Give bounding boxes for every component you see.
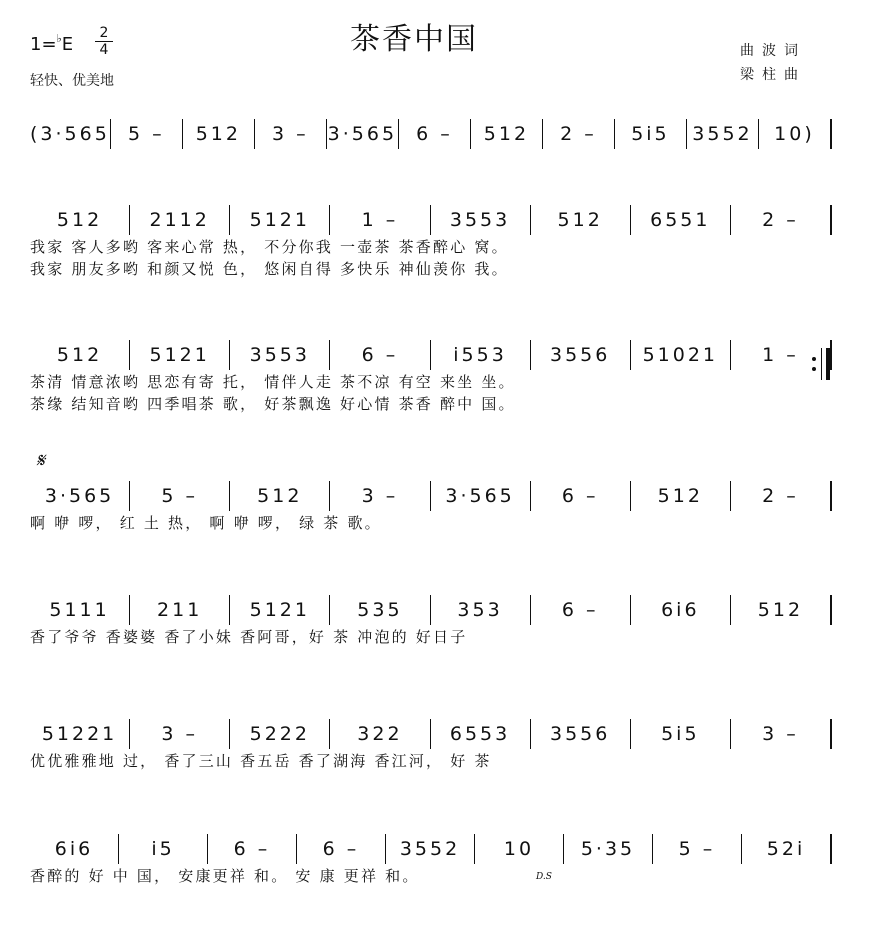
- staff-row-1: [30, 114, 830, 154]
- measure: 6 –: [530, 481, 630, 511]
- measure: 6i6: [54, 838, 94, 860]
- measure: 512: [630, 481, 730, 511]
- measure: 2 –: [730, 205, 830, 235]
- measure: 6i6: [630, 595, 730, 625]
- measure: 6 –: [296, 834, 385, 864]
- measure: 3·565: [430, 481, 530, 511]
- measure: 6 –: [207, 834, 296, 864]
- measure: 5 –: [129, 481, 229, 511]
- measure: 512: [56, 344, 103, 366]
- measure: 5 –: [652, 834, 741, 864]
- staff-row-5: [30, 590, 830, 630]
- measure: 51221: [41, 723, 118, 745]
- meter-bottom: 4: [99, 42, 109, 58]
- measure: 2 –: [542, 119, 614, 149]
- measure: 52i: [741, 834, 830, 864]
- staff-row-3: [30, 335, 830, 375]
- measure: 51021: [630, 340, 730, 370]
- lyricist-credit: 曲波词: [740, 43, 806, 59]
- lyric-line: 我家 朋友多哟 和颜又悦 色， 悠闲自得 多快乐 神仙羡你 我。: [30, 260, 509, 278]
- measure: 322: [329, 719, 429, 749]
- measure: 2 –: [730, 481, 830, 511]
- ds-marking: D.S: [536, 872, 552, 882]
- measure: 3 –: [730, 719, 830, 749]
- staff-row-6: [30, 714, 830, 754]
- measure: 512: [229, 481, 329, 511]
- measure: 512: [730, 595, 830, 625]
- lyric-line: 香了爷爷 香婆婆 香了小妹 香阿哥，好 茶 冲泡的 好日子: [30, 628, 468, 646]
- segno-sign: 𝄋: [36, 448, 45, 472]
- staff-row-7: [30, 829, 830, 869]
- lyric-line: 茶清 情意浓哟 思恋有寄 托， 情伴人走 茶不凉 有空 来坐 坐。: [30, 373, 516, 391]
- measure: 353: [430, 595, 530, 625]
- measure: 1 –: [730, 340, 830, 370]
- measure: 3552: [686, 119, 758, 149]
- measure: 3552: [385, 834, 474, 864]
- measure: 211: [129, 595, 229, 625]
- measure: 3556: [530, 719, 630, 749]
- time-signature: [95, 26, 113, 57]
- measure: 1 –: [329, 205, 429, 235]
- measure: 6551: [630, 205, 730, 235]
- measure: (3·565: [30, 123, 110, 145]
- measure: 5121: [229, 205, 329, 235]
- measure: 3 –: [254, 119, 326, 149]
- measure: 3 –: [129, 719, 229, 749]
- measure: i5: [118, 834, 207, 864]
- lyric-line: 啊 咿 啰， 红 土 热， 啊 咿 啰， 绿 茶 歌。: [30, 514, 382, 532]
- key-prefix: 1=: [30, 34, 57, 55]
- lyric-line: 优优雅雅地 过， 香了三山 香五岳 香了湖海 香江河， 好 茶: [30, 752, 492, 770]
- measure: 3553: [430, 205, 530, 235]
- lyric-line: 茶缘 结知音哟 四季唱茶 歌， 好茶飘逸 好心情 茶香 醉中 国。: [30, 395, 516, 413]
- measure: 3·565: [44, 485, 115, 507]
- staff-row-2: [30, 200, 830, 240]
- measure: 3556: [530, 340, 630, 370]
- measure: 3 –: [329, 481, 429, 511]
- flat-symbol: ♭: [56, 32, 62, 45]
- measure: 512: [530, 205, 630, 235]
- measure: 5·35: [563, 834, 652, 864]
- song-title: 茶香中国: [350, 22, 478, 57]
- measure: 6 –: [329, 340, 429, 370]
- measure: 5111: [49, 599, 110, 621]
- measure: 10: [474, 834, 563, 864]
- key-signature: [30, 34, 73, 55]
- measure: 3·565: [326, 119, 398, 149]
- measure: 5i5: [630, 719, 730, 749]
- measure: 6 –: [398, 119, 470, 149]
- lyric-line: 我家 客人多哟 客来心常 热， 不分你我 一壶茶 茶香醉心 窝。: [30, 238, 509, 256]
- meter-top: 2: [99, 25, 109, 41]
- key-note: E: [61, 34, 74, 55]
- lyric-line: 香醉的 好 中 国， 安康更祥 和。 安 康 更祥 和。: [30, 867, 420, 885]
- repeat-end-sign: [812, 348, 830, 380]
- measure: 5222: [229, 719, 329, 749]
- measure: 512: [56, 209, 103, 231]
- measure: 2112: [129, 205, 229, 235]
- measure: i553: [430, 340, 530, 370]
- tempo-marking: 轻快、优美地: [30, 73, 114, 89]
- staff-row-4: [30, 476, 830, 516]
- measure: 5121: [129, 340, 229, 370]
- measure: 535: [329, 595, 429, 625]
- composer-credit: 梁柱曲: [740, 67, 806, 83]
- measure: 10): [758, 119, 830, 149]
- measure: 6553: [430, 719, 530, 749]
- measure: 5 –: [110, 119, 182, 149]
- measure: 3553: [229, 340, 329, 370]
- measure: 5i5: [614, 119, 686, 149]
- measure: 6 –: [530, 595, 630, 625]
- measure: 512: [470, 119, 542, 149]
- measure: 512: [182, 119, 254, 149]
- measure: 5121: [229, 595, 329, 625]
